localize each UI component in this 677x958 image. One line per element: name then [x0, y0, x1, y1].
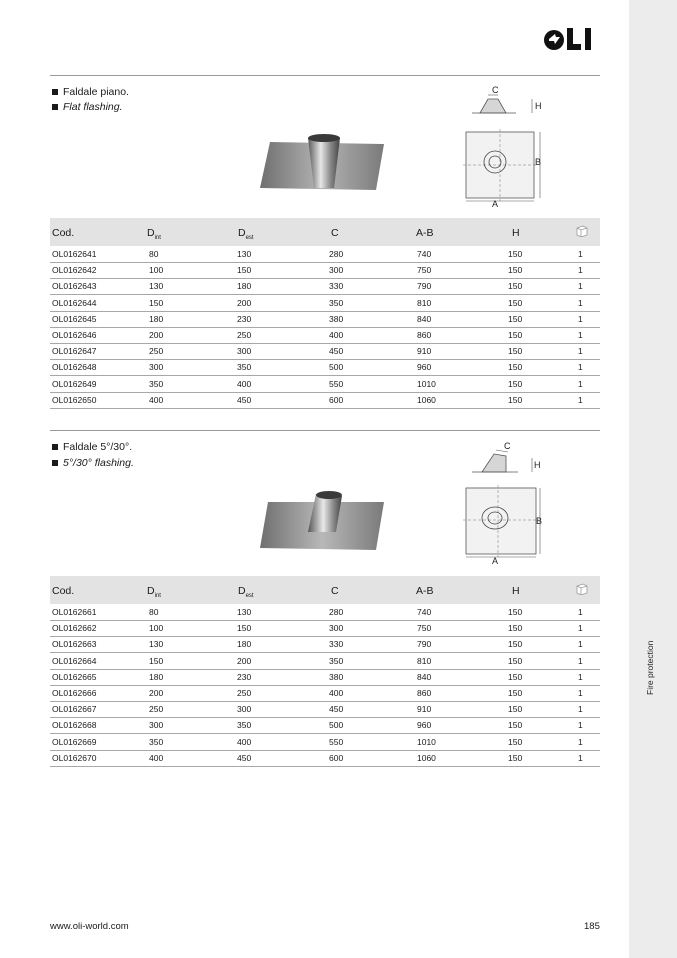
table-cell: 150 [508, 362, 523, 373]
table-row [50, 376, 600, 393]
table-cell: 1 [578, 378, 583, 389]
table-cell: 150 [149, 655, 164, 666]
table-cell: 130 [237, 607, 252, 617]
table-cell: OL0162641 [52, 249, 97, 259]
table-row [50, 653, 600, 670]
table-cell: 150 [508, 330, 523, 340]
table-cell: OL0162644 [52, 297, 97, 308]
table-cell: 380 [329, 313, 344, 324]
col-ab: A-B [416, 585, 434, 597]
flat-flashing-diagram [458, 85, 558, 207]
table-cell: 150 [508, 720, 523, 731]
side-tab-label: Fire protection [645, 640, 655, 695]
table-row [50, 278, 600, 295]
table-cell: 400 [329, 688, 344, 698]
table-cell: 230 [237, 671, 252, 682]
table-row [50, 701, 600, 718]
table-cell: 1 [578, 639, 583, 650]
col-c: C [331, 585, 339, 597]
table-cell: 180 [237, 639, 252, 650]
table-cell: 400 [149, 394, 164, 405]
table-cell: 150 [237, 623, 252, 634]
diagram-label-a: A [492, 199, 499, 207]
col-dint: $D_{int}$ [147, 227, 161, 242]
table-cell: 860 [417, 330, 432, 340]
table-row [50, 246, 600, 263]
table-cell: 150 [508, 688, 523, 698]
table-cell: 150 [508, 704, 523, 715]
table-cell: 1 [578, 655, 583, 666]
table-cell: 500 [329, 720, 344, 731]
table-cell: 910 [417, 704, 432, 715]
section-title-en: 5°/30° flashing. [52, 456, 134, 470]
table-cell: 910 [417, 346, 432, 357]
table-cell: 1 [578, 313, 583, 324]
table-cell: OL0162670 [52, 752, 97, 763]
table-cell: 150 [508, 313, 523, 324]
table-cell: OL0162666 [52, 688, 97, 698]
table-cell: 350 [237, 362, 252, 373]
table-cell: 150 [508, 607, 523, 617]
table-cell: 280 [329, 607, 344, 617]
table-cell: 740 [417, 249, 432, 259]
table-row [50, 311, 600, 328]
table-cell: 150 [508, 655, 523, 666]
table-cell: OL0162664 [52, 655, 97, 666]
flat-flashing-photo [258, 130, 386, 195]
table-cell: OL0162645 [52, 313, 97, 324]
table-cell: 280 [329, 249, 344, 259]
table-cell: 1 [578, 346, 583, 357]
col-h: H [512, 585, 520, 597]
table-cell: 450 [237, 394, 252, 405]
section-title-en: Flat flashing. [52, 100, 123, 114]
table-cell: 450 [329, 704, 344, 715]
table-cell: OL0162649 [52, 378, 97, 389]
diagram-label-h: H [534, 460, 541, 470]
table-cell: 1 [578, 281, 583, 292]
table-cell: 500 [329, 362, 344, 373]
table-cell: 150 [508, 394, 523, 405]
table-cell: 1 [578, 736, 583, 747]
table-cell: OL0162650 [52, 394, 97, 405]
table-row [50, 262, 600, 279]
diagram-label-a: A [492, 556, 499, 566]
table-cell: OL0162646 [52, 330, 97, 340]
footer-url[interactable]: www.oli-world.com [50, 921, 129, 932]
table-cell: 330 [329, 281, 344, 292]
diagram-label-c: C [492, 85, 499, 95]
table-cell: 1010 [417, 378, 436, 389]
table-cell: OL0162647 [52, 346, 97, 357]
table-cell: 1 [578, 752, 583, 763]
table-cell: 450 [329, 346, 344, 357]
table-cell: 150 [508, 346, 523, 357]
table-cell: 550 [329, 736, 344, 747]
table-cell: 960 [417, 720, 432, 731]
col-c: C [331, 227, 339, 239]
table-cell: 330 [329, 639, 344, 650]
table-cell: 150 [508, 639, 523, 650]
table-cell: 200 [237, 297, 252, 308]
package-icon [576, 583, 588, 595]
table-cell: 1 [578, 704, 583, 715]
table-cell: 1 [578, 362, 583, 373]
table-cell: 150 [149, 297, 164, 308]
table-cell: 150 [508, 671, 523, 682]
diagram-label-h: H [535, 101, 542, 111]
table-cell: 400 [237, 378, 252, 389]
table-cell: 810 [417, 297, 432, 308]
table-cell: 600 [329, 752, 344, 763]
table-cell: 750 [417, 623, 432, 634]
table-cell: 810 [417, 655, 432, 666]
table-cell: 150 [508, 736, 523, 747]
table-cell: 200 [149, 330, 164, 340]
table-cell: 350 [329, 655, 344, 666]
table-cell: OL0162665 [52, 671, 97, 682]
table-cell: OL0162667 [52, 704, 97, 715]
table-cell: 250 [149, 704, 164, 715]
table-row [50, 295, 600, 312]
col-dint: $D_{int}$ [147, 585, 161, 600]
table-cell: 150 [508, 281, 523, 292]
side-tab [629, 0, 677, 958]
table-cell: 790 [417, 639, 432, 650]
table-cell: 960 [417, 362, 432, 373]
table-cell: 130 [149, 281, 164, 292]
table-cell: 80 [149, 249, 159, 259]
table-cell: 300 [149, 362, 164, 373]
table-cell: 150 [508, 297, 523, 308]
table-cell: 200 [149, 688, 164, 698]
table-cell: 1 [578, 688, 583, 698]
table-row [50, 620, 600, 637]
table-cell: 250 [149, 346, 164, 357]
table-cell: 840 [417, 671, 432, 682]
table-cell: 350 [149, 378, 164, 389]
oli-logo [543, 25, 603, 53]
table-cell: 400 [329, 330, 344, 340]
table-cell: 180 [149, 313, 164, 324]
table-cell: 1 [578, 671, 583, 682]
table-cell: 300 [237, 346, 252, 357]
table-row [50, 750, 600, 767]
table-cell: 350 [237, 720, 252, 731]
table-cell: 300 [329, 623, 344, 634]
diagram-label-b: B [536, 516, 543, 526]
table-cell: 230 [237, 313, 252, 324]
table-row [50, 734, 600, 751]
section-divider [50, 75, 600, 76]
table-cell: 300 [329, 265, 344, 276]
col-cod: Cod. [52, 585, 75, 597]
diagram-label-b: B [535, 157, 542, 167]
table-cell: 150 [508, 623, 523, 634]
col-dest: $D_{est}$ [238, 585, 254, 600]
table-cell: 400 [149, 752, 164, 763]
table-row [50, 327, 600, 344]
table-row [50, 717, 600, 734]
table-cell: OL0162668 [52, 720, 97, 731]
table-cell: 150 [508, 378, 523, 389]
table-cell: 1060 [417, 394, 436, 405]
diagram-label-c: C [504, 441, 511, 451]
table-cell: 840 [417, 313, 432, 324]
table-cell: 150 [237, 265, 252, 276]
table-cell: 300 [237, 704, 252, 715]
table-row [50, 343, 600, 360]
angled-flashing-diagram [458, 440, 558, 568]
table-cell: OL0162662 [52, 623, 97, 634]
page-number: 185 [584, 921, 600, 932]
table-cell: 130 [149, 639, 164, 650]
table-cell: 150 [508, 249, 523, 259]
table-cell: 100 [149, 265, 164, 276]
table-cell: 80 [149, 607, 159, 617]
table-cell: OL0162661 [52, 607, 97, 617]
table-cell: 380 [329, 671, 344, 682]
table-cell: 350 [329, 297, 344, 308]
table-cell: OL0162648 [52, 362, 97, 373]
table-row [50, 359, 600, 376]
table-cell: 1010 [417, 736, 436, 747]
col-ab: A-B [416, 227, 434, 239]
table-cell: 1 [578, 330, 583, 340]
table-cell: OL0162663 [52, 639, 97, 650]
table-cell: 790 [417, 281, 432, 292]
table-cell: OL0162669 [52, 736, 97, 747]
table-cell: 1 [578, 720, 583, 731]
table-cell: 180 [149, 671, 164, 682]
table-cell: 860 [417, 688, 432, 698]
table-cell: 1 [578, 394, 583, 405]
table-cell: 1 [578, 623, 583, 634]
table-cell: 150 [508, 752, 523, 763]
table-cell: 1060 [417, 752, 436, 763]
table-cell: 300 [149, 720, 164, 731]
table-row [50, 636, 600, 653]
table-cell: 400 [237, 736, 252, 747]
table-row [50, 604, 600, 621]
table-cell: 130 [237, 249, 252, 259]
section-title-it: Faldale piano. [52, 85, 129, 99]
table-cell: 750 [417, 265, 432, 276]
table-cell: OL0162643 [52, 281, 97, 292]
package-icon [576, 225, 588, 237]
table-cell: 1 [578, 607, 583, 617]
table-cell: 550 [329, 378, 344, 389]
table-row [50, 669, 600, 686]
table-row [50, 392, 600, 409]
table-cell: 600 [329, 394, 344, 405]
table-row [50, 685, 600, 702]
angled-flashing-photo [258, 488, 386, 553]
table-cell: 180 [237, 281, 252, 292]
table-cell: 1 [578, 297, 583, 308]
section-divider [50, 430, 600, 431]
table-cell: 150 [508, 265, 523, 276]
section-title-it: Faldale 5°/30°. [52, 440, 132, 454]
table-cell: 100 [149, 623, 164, 634]
table-header [50, 576, 600, 604]
table-cell: 350 [149, 736, 164, 747]
table-cell: 250 [237, 688, 252, 698]
table-header [50, 218, 600, 246]
table-cell: 740 [417, 607, 432, 617]
col-dest: $D_{est}$ [238, 227, 254, 242]
table-cell: 450 [237, 752, 252, 763]
table-cell: 200 [237, 655, 252, 666]
table-cell: 1 [578, 249, 583, 259]
table-cell: OL0162642 [52, 265, 97, 276]
col-h: H [512, 227, 520, 239]
col-cod: Cod. [52, 227, 75, 239]
table-cell: 250 [237, 330, 252, 340]
table-cell: 1 [578, 265, 583, 276]
